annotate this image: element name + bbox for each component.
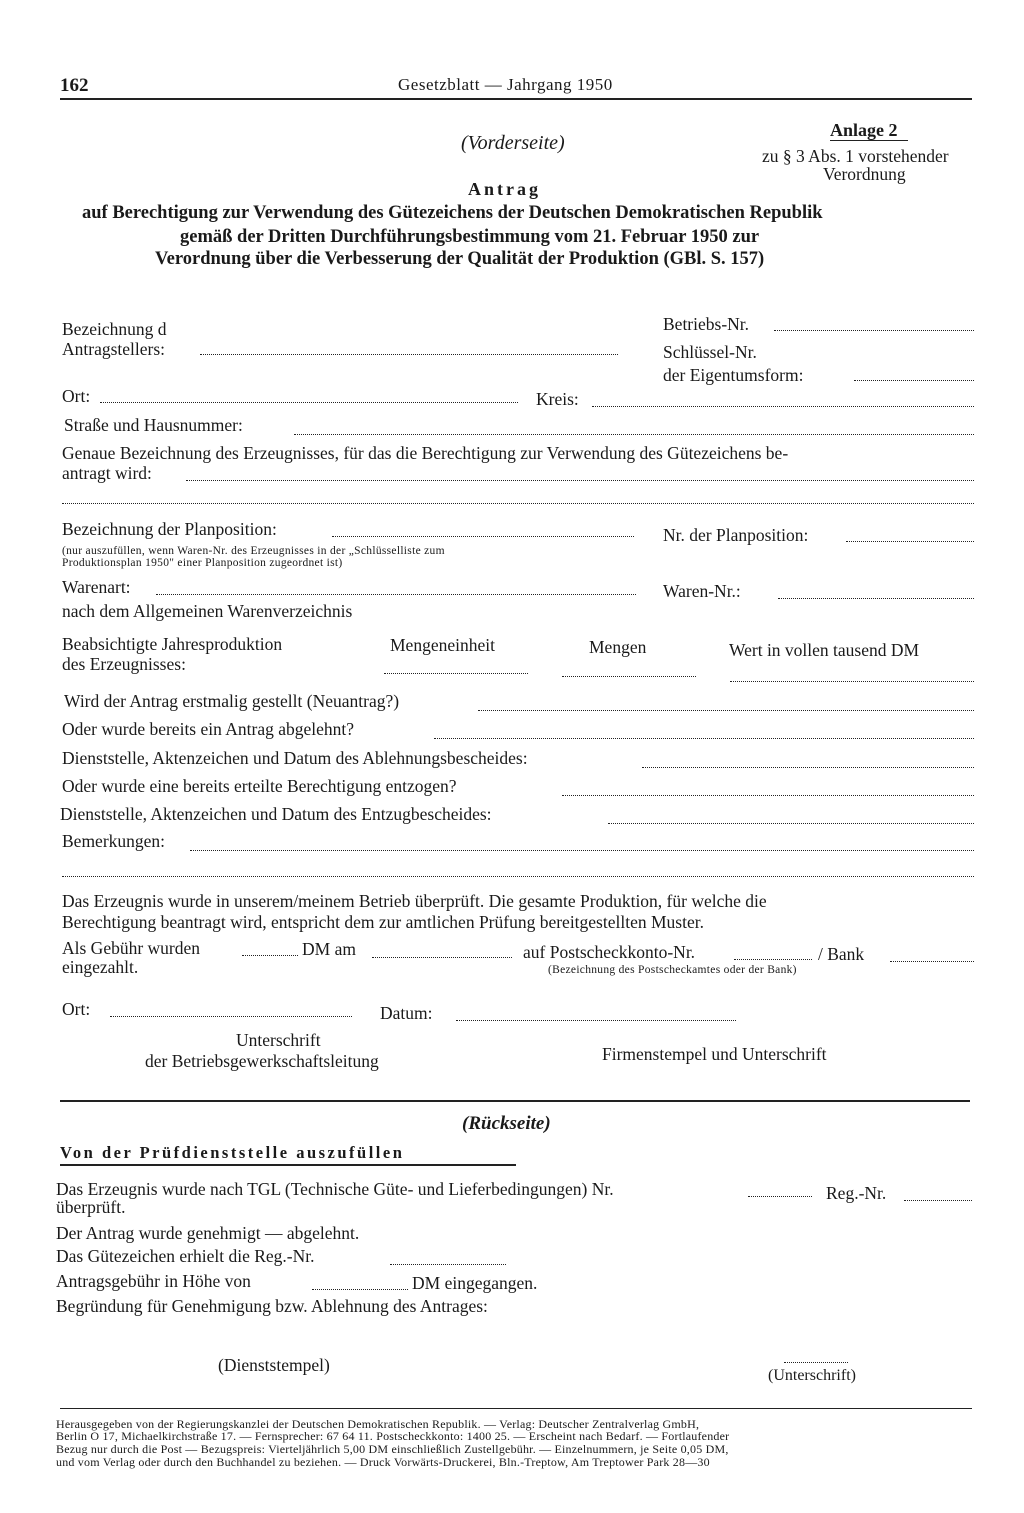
back-signature-label: (Unterschrift) (768, 1367, 856, 1384)
product-label-line1: Genaue Bezeichnung des Erzeugnisses, für das die Berechtigung zur Verwendung des Gütezeichens be- (62, 443, 789, 463)
checked-label-line2: überprüft. (56, 1197, 126, 1217)
reg-no-field[interactable] (390, 1264, 506, 1265)
back-section-underline (60, 1164, 516, 1166)
applicant-label-line1: Bezeichnung d (62, 319, 167, 339)
first-application-label: Wird der Antrag erstmalig gestellt (Neuantrag?) (64, 691, 400, 711)
plan-position-no-field[interactable] (846, 541, 974, 542)
sign-place-label: Ort: (62, 999, 91, 1019)
place-label: Ort: (62, 386, 91, 406)
place-field[interactable] (100, 402, 518, 403)
plan-position-field[interactable] (332, 536, 634, 537)
district-field[interactable] (592, 406, 974, 407)
header-rule (60, 98, 972, 100)
plan-position-no-label: Nr. der Planposition: (663, 525, 809, 545)
annual-production-label-line2: des Erzeugnisses: (62, 654, 186, 674)
street-label: Straße und Hausnummer: (64, 415, 243, 435)
remarks-label: Bemerkungen: (62, 831, 166, 851)
checked-label-line1: Das Erzeugnis wurde nach TGL (Technische Güte- und Lieferbedingungen) Nr. (56, 1179, 614, 1199)
fee-currency-label: DM am (302, 939, 356, 959)
plan-note-line2: Produktionsplan 1950" einer Planposition zugeordnet ist) (62, 557, 343, 569)
form-subtitle-line1: auf Berechtigung zur Verwendung des Gütezeichens der Deutschen Demokratischen Republik (82, 203, 823, 223)
footer-line3: Bezug nur durch die Post — Bezugspreis: Vierteljährlich 5,00 DM einschließlich Zustellgebühr. — Einzelnummern, je Seite 0,05 DM, (56, 1442, 729, 1456)
rejected-field[interactable] (434, 738, 974, 739)
applicant-field[interactable] (200, 354, 618, 355)
company-no-field[interactable] (774, 330, 974, 331)
page-number: 162 (60, 75, 89, 96)
declaration-line1: Das Erzeugnis wurde in unserem/meinem Betrieb überprüft. Die gesamte Produktion, für welche die (62, 891, 767, 911)
footer-line2: Berlin O 17, Michaelkirchstraße 17. — Fernsprecher: 67 64 11. Postscheckkonto: 1400 25. — Erscheint nach Bedarf. — Fortlaufender (56, 1429, 730, 1443)
official-stamp-label: (Dienststempel) (218, 1355, 330, 1375)
section-divider (60, 1100, 970, 1102)
footer-rule (60, 1408, 972, 1409)
plan-position-label: Bezeichnung der Planposition: (62, 519, 277, 539)
checked-reg-label: Reg.-Nr. (826, 1183, 887, 1203)
remarks-field-line1[interactable] (190, 850, 974, 851)
rejected-label: Oder wurde bereits ein Antrag abgelehnt? (62, 719, 355, 739)
declaration-line2: Berechtigung beantragt wird, entspricht dem zur amtlichen Prüfung bereitgestellten Muster. (62, 912, 704, 932)
fee-amount-field[interactable] (242, 955, 298, 956)
column-value-label: Wert in vollen tausend DM (729, 640, 920, 660)
revoked-field[interactable] (562, 795, 974, 796)
union-signature-line1: Unterschrift (236, 1030, 321, 1050)
fee-date-field[interactable] (372, 957, 512, 958)
rejection-details-label: Dienststelle, Aktenzeichen und Datum des Ablehnungsbescheides: (62, 748, 528, 768)
fee-paid-label: eingezahlt. (62, 957, 139, 977)
sign-place-field[interactable] (110, 1016, 352, 1017)
fee-note: (Bezeichnung des Postscheckamtes oder der Bank) (548, 964, 797, 976)
back-side-label: (Rückseite) (462, 1113, 551, 1134)
revocation-details-field[interactable] (608, 823, 974, 824)
key-no-label-line2: der Eigentumsform: (663, 365, 804, 385)
annex-underline (830, 140, 908, 141)
union-signature-line2: der Betriebsgewerkschaftsleitung (145, 1051, 379, 1071)
plan-note-line1: (nur auszufüllen, wenn Waren-Nr. des Erzeugnisses in der „Schlüsselliste zum (62, 545, 445, 557)
company-no-label: Betriebs-Nr. (663, 314, 750, 334)
form-title: Antrag (468, 179, 541, 199)
back-signature-field[interactable] (784, 1362, 848, 1363)
application-fee-field[interactable] (312, 1289, 408, 1290)
form-subtitle-line2: gemäß der Dritten Durchführungsbestimmung vom 21. Februar 1950 zur (180, 227, 760, 247)
fee-account-field[interactable] (734, 959, 812, 960)
column-quantity-label: Mengen (589, 637, 647, 657)
goods-type-label: Warenart: (62, 577, 131, 597)
column-unit-label: Mengeneinheit (390, 635, 495, 655)
district-label: Kreis: (536, 389, 579, 409)
goods-type-field[interactable] (156, 594, 636, 595)
applicant-label-line2: Antragstellers: (62, 339, 166, 359)
tgl-no-field[interactable] (748, 1196, 812, 1197)
fee-account-label: auf Postscheckkonto-Nr. (523, 942, 696, 962)
annual-production-label-line1: Beabsichtigte Jahresproduktion (62, 634, 283, 654)
application-fee-label: Antragsgebühr in Höhe von (56, 1271, 251, 1291)
revoked-label: Oder wurde eine bereits erteilte Berechtigung entzogen? (62, 776, 457, 796)
unit-field[interactable] (384, 673, 528, 674)
annex-ref-line1: zu § 3 Abs. 1 vorstehender (762, 146, 949, 166)
goods-no-label: Waren-Nr.: (663, 581, 741, 601)
product-field-line2[interactable] (62, 503, 974, 504)
publication-title: Gesetzblatt — Jahrgang 1950 (398, 75, 613, 94)
product-field-line1[interactable] (186, 480, 974, 481)
fee-bank-field[interactable] (890, 961, 974, 962)
fee-label: Als Gebühr wurden (62, 938, 201, 958)
decision-label: Der Antrag wurde genehmigt — abgelehnt. (56, 1223, 360, 1243)
product-label-line2: antragt wird: (62, 463, 152, 483)
remarks-field-line2[interactable] (62, 876, 974, 877)
back-section-title: Von der Prüfdienststelle auszufüllen (60, 1143, 405, 1162)
goods-directory-label: nach dem Allgemeinen Warenverzeichnis (62, 601, 353, 621)
street-field[interactable] (294, 434, 974, 435)
goods-no-field[interactable] (778, 598, 974, 599)
front-side-label: (Vorderseite) (461, 132, 565, 154)
first-application-field[interactable] (478, 710, 974, 711)
quantity-field[interactable] (562, 676, 696, 677)
annex-ref-line2: Verordnung (823, 164, 906, 184)
application-fee-suffix: DM eingegangen. (412, 1273, 538, 1293)
key-no-label-line1: Schlüssel-Nr. (663, 342, 757, 362)
fee-bank-label: / Bank (818, 944, 865, 964)
key-no-field[interactable] (854, 380, 974, 381)
sign-date-field[interactable] (456, 1020, 736, 1021)
reg-no-label: Das Gütezeichen erhielt die Reg.-Nr. (56, 1246, 315, 1266)
company-signature-label: Firmenstempel und Unterschrift (602, 1044, 827, 1064)
footer-line1: Herausgegeben von der Regierungskanzlei der Deutschen Demokratischen Republik. — Verlag: Deutscher Zentralverlag GmbH, (56, 1417, 700, 1431)
form-subtitle-line3: Verordnung über die Verbesserung der Qualität der Produktion (GBl. S. 157) (155, 249, 765, 269)
reason-label: Begründung für Genehmigung bzw. Ablehnung des Antrages: (56, 1296, 488, 1316)
rejection-details-field[interactable] (642, 767, 974, 768)
sign-date-label: Datum: (380, 1003, 433, 1023)
annex-title: Anlage 2 (830, 120, 898, 140)
revocation-details-label: Dienststelle, Aktenzeichen und Datum des Entzugbescheides: (60, 804, 492, 824)
footer-line4: und vom Verlag oder durch den Buchhandel zu beziehen. — Druck Vorwärts-Druckerei, Bln.-Treptow, Am Treptower Park 28—30 (56, 1455, 710, 1469)
value-field[interactable] (730, 681, 974, 682)
checked-reg-field[interactable] (904, 1200, 972, 1201)
